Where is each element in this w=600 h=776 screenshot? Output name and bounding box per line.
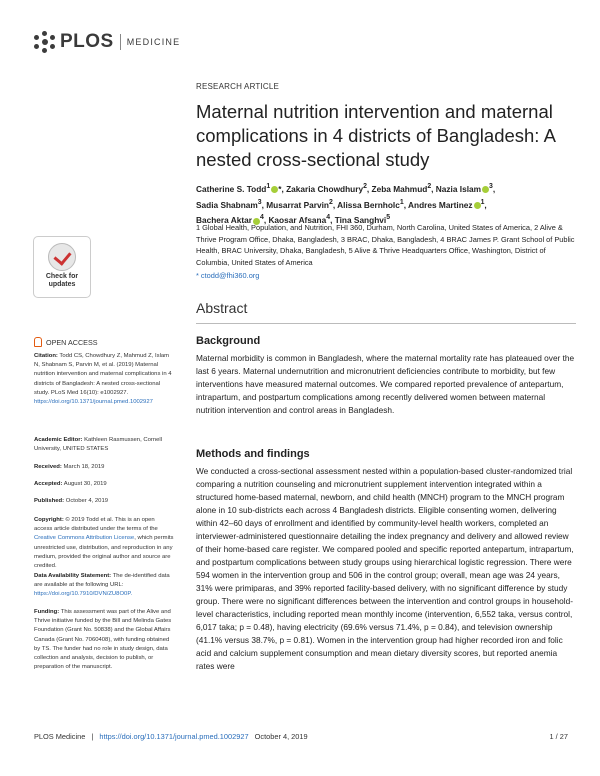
author[interactable]: Zakaria Chowdhury$^2$, [286,183,372,194]
funding [34,608,174,672]
copyright-text-b: , which permits unrestricted use, distribution, and reproduction in any medium, provided the original author and source are credited. [34,535,174,570]
copyright [34,516,174,571]
corresponding-email[interactable]: * ctodd@fhi360.org [196,271,260,280]
citation [34,352,174,407]
logo-text: PLOS [60,31,114,52]
accepted-label: Accepted: [34,481,63,487]
citation-text: Todd CS, Chowdhury Z, Mahmud Z, Islam N, Shabnam S, Parvin M, et al. (2019) Maternal nutrition intervention and maternal complications in 4 districts of Bangladesh: A nested cross-sectional study. PLoS Med 16(10): e1002927. [34,353,172,396]
journal-name: MEDICINE [126,37,181,47]
author[interactable]: Catherine S. Todd$^1$ *, [196,183,287,194]
copyright-label: Copyright: [34,517,64,523]
license-link[interactable]: Creative Commons Attribution License [34,535,135,542]
data-link[interactable]: https://doi.org/10.7910/DVN/ZU8O0P. [34,591,133,598]
author[interactable]: Zeba Mahmud$^2$, [371,183,436,194]
footer-date: October 4, 2019 [254,732,308,741]
citation-label: Citation: [34,353,58,359]
author[interactable]: Alissa Bernholc$^1$, [337,198,409,210]
author-list [196,180,571,227]
background-text: Maternal morbidity is common in Bangladesh, where the maternal mortality rate has plateaued over the last 6 years. Maternal undernutrition and micronutrient deficiencies contribute to morbidity, but few interventions have measured maternal outcomes. We compared reported prevalence of antepartum, intrapartum, and postpartum complications among recently delivered women between maternal nutrition intervention and control areas in Bangladesh. [196,353,575,415]
check-for-updates-badge[interactable] [33,236,91,298]
accepted-date: August 30, 2019 [63,481,107,487]
data-availability [34,572,174,600]
divider [196,323,576,324]
page-footer [34,732,568,741]
accepted [34,480,174,489]
page-number: 1 / 27 [549,732,568,741]
orcid-icon[interactable] [482,186,489,193]
open-lock-icon [34,337,42,347]
published [34,497,174,506]
editor-label: Academic Editor: [34,437,83,443]
author[interactable]: Musarrat Parvin$^2$, [266,198,338,210]
affiliations: 1 Global Health, Population, and Nutrition, FHI 360, Durham, North Carolina, United States of America, 2 Alive & Thrive Program Office, Dhaka, Bangladesh, 3 BRAC, Dhaka, Bangladesh, 4 BRAC James P. Grant School of Public Health, BRAC University, Dhaka, Bangladesh, 5 Alive & Thrive Headquarters Office, Washington, District of Columbia, United States of America [196,223,575,267]
data-text: The de-identified data are available at the following URL: [34,573,170,589]
funding-text: This assessment was part of the Alive and Thrive initiative funded by the Bill and Melinda Gates Foundation (Grant No. 50838) and the Global Affairs Canada (Grant No. 7060408), with funding obtained by TS. The funder had no role in study design, data collection and analysis, decision to publish, or preparation of the manuscript. [34,609,172,671]
published-date: October 4, 2019 [65,498,108,504]
author[interactable]: Andres Martinez $^1$, [408,198,487,210]
check-updates-icon [48,243,76,271]
received-date: March 18, 2019 [63,464,105,470]
open-access [34,337,98,347]
plos-logo-icon [34,31,56,53]
footer-doi-link[interactable]: https://doi.org/10.1371/journal.pmed.1002927 [99,732,249,741]
open-access-label: OPEN ACCESS [46,337,98,347]
methods-heading: Methods and findings [196,448,310,460]
footer-journal: PLOS Medicine [34,732,86,741]
plos-logo [34,30,180,54]
received [34,463,174,472]
received-label: Received: [34,464,62,470]
copyright-text-a: © 2019 Todd et al. This is an open access article distributed under the terms of the [34,517,158,533]
methods-text: We conducted a cross-sectional assessment nested within a population-based cluster-randomized trial comparing a nutrition counseling and micronutrient supplement intervention integrated within a structured home-based maternal, newborn, and child health (MNCH) program to the MNCH program alone in 10 sub-districts each across 4 Bangladesh districts. Eligible consenting women, delivering within 42–60 days of enrollment and identified by community-level health workers, completed an interviewer-administered questionnaire detailing the index pregnancy and delivery and allowed review of their home-based care register. We compared pooled and specific reported antepartum, intrapartum, and postpartum complications between study groups using hierarchical logistic regression. There were 594 women in the intervention group and 506 in the control group; overall, mean age was 24 years, 31% were primiparas, and 39% reported facility-based delivery, with no significant difference by study group. There were no significant differences between the intervention and control groups in household-level characteristics, including reported mean monthly income (intervention, 6,552 taka, versus control, 6,017 taka; p = 0.48), having electricity (69.6% versus 71.4%, p = 0.84), and television ownership (41.1% versus 38.7%, p = 0.81). Women in the intervention group had higher recorded iron and folic acid and calcium supplement consumption and mean dietary diversity scores, but reported anemia rates were [196,466,574,671]
funding-label: Funding: [34,609,60,615]
check-updates-label: Check for updates [45,273,79,288]
editor-text: Kathleen Rasmussen, Cornell University, UNITED STATES [34,437,163,453]
abstract-heading: Abstract [196,300,248,316]
academic-editor [34,436,174,454]
author[interactable]: Kaosar Afsana$^4$, [268,214,335,226]
logo-divider [120,34,121,50]
author[interactable]: Bachera Aktar $^4$, [196,214,269,226]
data-label: Data Availability Statement: [34,573,112,579]
citation-link[interactable]: https://doi.org/10.1371/journal.pmed.1002927 [34,399,153,406]
author[interactable]: Tina Sanghvi$^5$ [334,214,391,226]
background-heading: Background [196,335,261,347]
article-title: Maternal nutrition intervention and maternal complications in 4 districts of Bangladesh: A nested cross-sectional study [196,101,555,170]
author[interactable]: Nazia Islam $^3$, [435,183,496,194]
article-type: RESEARCH ARTICLE [196,82,280,91]
published-label: Published: [34,498,65,504]
orcid-icon[interactable] [474,202,481,209]
author[interactable]: Sadia Shabnam$^3$, [196,198,267,210]
footer-separator: | [91,732,94,741]
